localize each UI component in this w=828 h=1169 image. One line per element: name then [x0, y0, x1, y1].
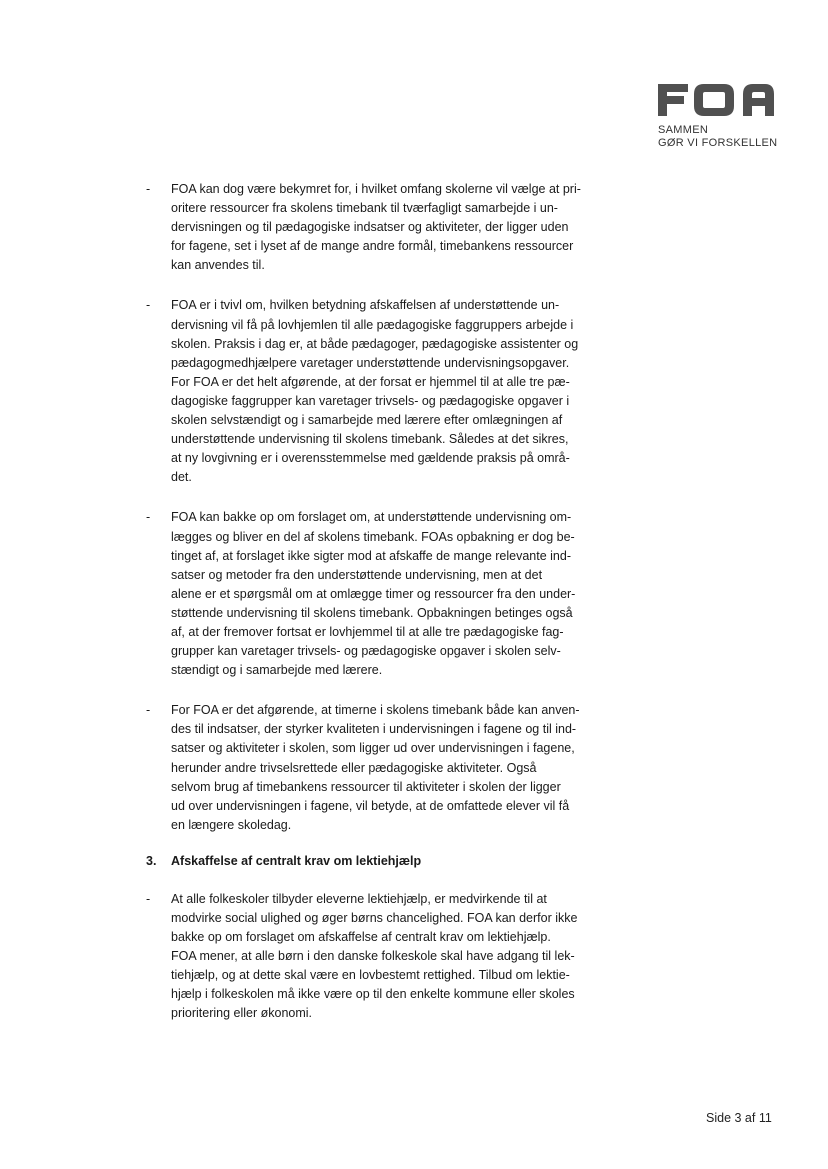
- section-heading: [146, 852, 614, 871]
- text-line: oritere ressourcer fra skolens timebank til tværfagligt samarbejde i un-: [171, 201, 558, 216]
- text-line: alene er et spørgsmål om at omlægge timer og ressourcer fra den under-: [171, 586, 576, 601]
- bullet-item: [146, 180, 614, 275]
- tagline-line: GØR VI FORSKELLEN: [658, 137, 778, 149]
- text-line: ud over undervisningen i fagene, vil betyde, at de omfattede elever vil få: [171, 798, 570, 813]
- bullet-marker: -: [146, 510, 151, 525]
- text-line: FOA er i tvivl om, hvilken betydning afskaffelsen af understøttende un-: [171, 298, 560, 313]
- text-line: for fagene, set i lyset af de mange andre formål, timebankens ressourcer: [171, 239, 574, 254]
- text-line: tinget af, at forslaget ikke sigter mod at afskaffe de mange relevante ind-: [171, 548, 571, 563]
- text-line: understøttende undervisning til skolens timebank. Således at det sikres,: [171, 432, 569, 447]
- text-line: kan anvendes til.: [171, 258, 265, 273]
- bullet-text: [171, 890, 614, 1024]
- text-line: af, at der fremover fortsat er lovhjemmel til at alle tre pædagogiske fag-: [171, 624, 564, 639]
- logo-tagline: [658, 124, 778, 150]
- text-line: satser og metoder fra den understøttende undervisning, men at det: [171, 567, 543, 582]
- text-line: herunder andre trivselsrettede eller pædagogiske aktiviteter. Også: [171, 760, 537, 775]
- section-title: Afskaffelse af centralt krav om lektiehjælp: [171, 853, 422, 868]
- bullet-text: [171, 180, 614, 275]
- text-line: satser og aktiviteter i skolen, som ligger ud over undervisningen i fagene,: [171, 741, 575, 756]
- bullet-item: [146, 296, 614, 487]
- bullet-list: [146, 180, 614, 835]
- text-line: dagogiske faggrupper kan varetager trivsels- og pædagogiske opgaver i: [171, 393, 570, 408]
- bullet-item: [146, 508, 614, 680]
- bullet-text: [171, 296, 614, 487]
- text-line: FOA mener, at alle børn i den danske folkeskole skal have adgang til lek-: [171, 949, 575, 964]
- text-line: FOA kan bakke op om forslaget om, at understøttende undervisning om-: [171, 510, 572, 525]
- bullet-item: [146, 890, 614, 1024]
- text-line: det.: [171, 470, 192, 485]
- text-line: pædagogmedhjælpere varetager understøttende undervisningsopgaver.: [171, 355, 570, 370]
- section-number: 3.: [146, 853, 157, 868]
- bullet-marker: -: [146, 703, 151, 718]
- text-line: en længere skoledag.: [171, 817, 292, 832]
- text-line: des til indsatser, der styrker kvaliteten i undervisningen i fagene og til ind-: [171, 722, 577, 737]
- text-line: grupper kan varetager trivsels- og pædagogiske opgaver i skolen selv-: [171, 644, 561, 659]
- bullet-marker: -: [146, 891, 151, 906]
- text-line: At alle folkeskoler tilbyder eleverne lektiehjælp, er medvirkende til at: [171, 891, 547, 906]
- text-line: For FOA er det helt afgørende, at der forsat er hjemmel til at alle tre pæ-: [171, 374, 570, 389]
- foa-logo-mark: [658, 84, 774, 116]
- text-line: lægges og bliver en del af skolens timebank. FOAs opbakning er dog be-: [171, 529, 575, 544]
- text-line: at ny lovgivning er i overensstemmelse med gældende praksis på områ-: [171, 451, 570, 466]
- text-line: skolen. Praksis i dag er, at både pædagoger, pædagogiske assistenter og: [171, 336, 579, 351]
- text-line: bakke op om forslaget om afskaffelse af centralt krav om lektiehjælp.: [171, 930, 551, 945]
- text-line: skolen selvstændigt og i samarbejde med lærere efter omlægningen af: [171, 413, 563, 428]
- text-line: dervisningen og til pædagogiske indsatser og aktiviteter, der ligger uden: [171, 220, 569, 235]
- bullet-text: [171, 508, 614, 680]
- text-line: hjælp i folkeskolen må ikke være op til den enkelte kommune eller skoles: [171, 987, 575, 1002]
- text-line: modvirke social ulighed og øger børns chancelighed. FOA kan derfor ikke: [171, 911, 578, 925]
- bullet-list: [146, 890, 614, 1024]
- page-number: Side 3 af 11: [706, 1111, 772, 1125]
- bullet-text: [171, 701, 614, 835]
- bullet-marker: -: [146, 182, 151, 196]
- document-body: [146, 180, 614, 1045]
- text-line: tiehjælp, og at dette skal være en lovbestemt rettighed. Tilbud om lektie-: [171, 968, 570, 983]
- text-line: prioritering eller økonomi.: [171, 1006, 313, 1021]
- text-line: dervisning vil få på lovhjemlen til alle pædagogiske faggruppers arbejde i: [171, 317, 574, 332]
- text-line: For FOA er det afgørende, at timerne i skolens timebank både kan anven-: [171, 703, 580, 718]
- text-line: støttende undervisning til skolens timebank. Opbakningen betinges også: [171, 605, 573, 620]
- text-line: stændigt og i samarbejde med lærere.: [171, 663, 383, 678]
- bullet-marker: -: [146, 298, 151, 313]
- tagline-line: SAMMEN: [658, 124, 709, 136]
- foa-logo: [658, 84, 778, 150]
- bullet-item: [146, 701, 614, 835]
- text-line: FOA kan dog være bekymret for, i hvilket omfang skolerne vil vælge at pri-: [171, 182, 581, 196]
- text-line: selvom brug af timebankens ressourcer til aktiviteter i skolen der ligger: [171, 779, 561, 794]
